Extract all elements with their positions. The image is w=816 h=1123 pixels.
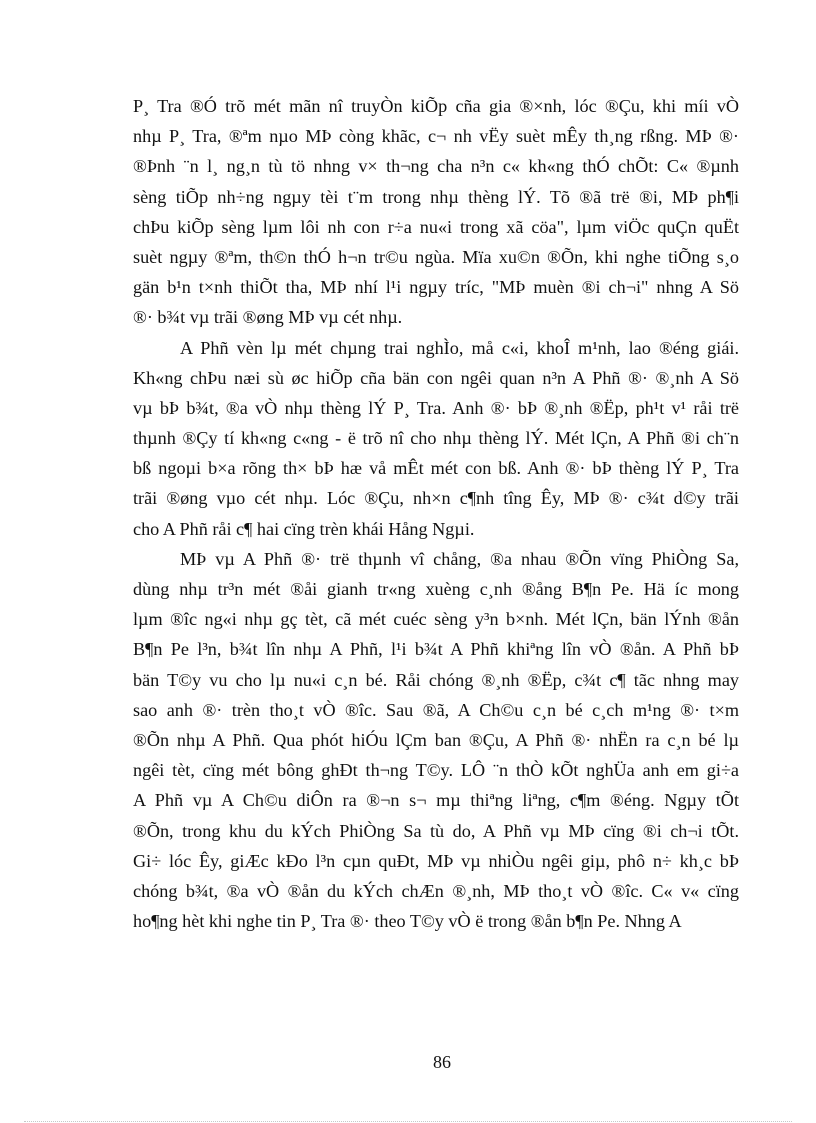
text-line: A Phñ vèn lµ mét chµng trai nghÌo, må c«i, khoÎ m¹nh, lao ®éng giái.: [180, 337, 739, 358]
text-line: trãi ®øng vµo cét nhµ. Lóc ®Çu, nh×n c¶nh tîng Êy, MÞ ®· c¾t d©y trãi: [133, 488, 739, 509]
page-number: 86: [433, 1052, 451, 1072]
text-line: chóng b¾t, ®a vÒ ®ån du kÝch chÆn ®¸nh, MÞ tho¸t vÒ ®îc. C« v« cïng: [133, 880, 739, 901]
paragraph: [133, 91, 739, 333]
text-line: ngêi tèt, cïng mét bông ghÐt th¬ng T©y. LÔ ¨n thÒ kÕt nghÜa anh em gi÷a: [133, 760, 739, 781]
text-line: A Phñ vµ A Ch©u diÔn ra ®¬n s¬ mµ thiªng liªng, c¶m ®éng. Ngµy tÕt: [133, 790, 739, 811]
paragraph: [133, 544, 739, 936]
text-line: cho A Phñ råi c¶ hai cïng trèn khái Hång Ngµi.: [133, 518, 475, 539]
text-line: dùng nhµ tr³n mét ®åi gianh tr«ng xuèng c¸nh ®ång B¶n Pe. Hä íc mong: [133, 579, 739, 599]
footer-divider: [24, 1121, 792, 1122]
text-line: sao anh ®· trèn tho¸t vÒ ®îc. Sau ®ã, A Ch©u c¸n bé c¸ch m¹ng ®· t×m: [133, 699, 739, 720]
text-line: B¶n Pe l³n, b¾t lîn nhµ A Phñ, l¹i b¾t A Phñ khiªng lîn vÒ ®ån. A Phñ bÞ: [133, 639, 739, 660]
paragraph: [133, 333, 739, 544]
text-line: ®· b¾t vµ trãi ®øng MÞ vµ cét nhµ.: [133, 307, 403, 328]
text-line: Kh«ng chÞu næi sù øc hiÕp cña bän con ngêi quan n³n A Phñ ®· ®¸nh A Sö: [133, 367, 739, 388]
text-line: ®Þnh ¨n l¸ ng¸n tù tö nhng v× th¬ng cha n³n c« kh«ng thÓ chÕt: C« ®µnh: [133, 156, 739, 177]
text-line: nhµ P¸ Tra, ®ªm nµo MÞ còng khãc, c¬ nh vËy suèt mÊy th¸ng rßng. MÞ ®·: [133, 126, 739, 147]
text-line: lµm ®îc ng«i nhµ gç tèt, cã mét cuéc sèng y³n b×nh. Mét lÇn, bän lÝnh ®ån: [133, 609, 739, 630]
text-line: P¸ Tra ®Ó trõ mét mãn nî truyÒn kiÕp cña gia ®×nh, lóc ®Çu, khi míi vÒ: [133, 96, 739, 116]
text-line: gän b¹n t×nh thiÕt tha, MÞ nhí l¹i ngµy tríc, "MÞ muèn ®i ch¬i" nhng A Sö: [133, 277, 739, 298]
text-line: vµ bÞ b¾t, ®a vÒ nhµ thèng lÝ P¸ Tra. Anh ®· bÞ ®¸nh ®Ëp, ph¹t v¹ råi trë: [133, 397, 739, 418]
text-line: ®Õn, trong khu du kÝch PhiÒng Sa tù do, A Phñ vµ MÞ cïng ®i ch¬i tÕt.: [133, 820, 739, 841]
text-line: bß ngoµi b×a rõng th× bÞ hæ vå mÊt mét con bß. Anh ®· bÞ thèng lÝ P¸ Tra: [133, 458, 739, 479]
text-line: chÞu kiÕp sèng lµm lôi nh con r÷a nu«i trong xã cöa", lµm viÖc quÇn quËt: [133, 216, 739, 237]
body-text: [133, 91, 739, 936]
text-line: bän T©y vu cho lµ nu«i c¸n bé. Råi chóng ®¸nh ®Ëp, c¾t c¶ tãc nhng may: [133, 669, 739, 690]
text-line: sèng tiÕp nh÷ng ngµy tèi t¨m trong nhµ thèng lÝ. Tõ ®ã trë ®i, MÞ ph¶i: [133, 186, 739, 207]
text-line: MÞ vµ A Phñ ®· trë thµnh vî chång, ®a nhau ®Õn vïng PhiÒng Sa,: [180, 548, 739, 569]
text-line: thµnh ®Çy tí kh«ng c«ng - ë trõ nî cho nhµ thèng lÝ. Mét lÇn, A Phñ ®i ch¨n: [133, 428, 739, 449]
text-line: ®Õn nhµ A Phñ. Qua phót hiÓu lÇm ban ®Çu, A Phñ ®· nhËn ra c¸n bé lµ: [133, 729, 739, 750]
text-line: suèt ngµy ®ªm, th©n thÓ h¬n tr©u ngùa. Mïa xu©n ®Õn, khi nghe tiÕng s¸o: [133, 246, 739, 267]
text-line: Gi÷ lóc Êy, giÆc kÐo l³n cµn quÐt, MÞ vµ nhiÒu ngêi giµ, phô n÷ kh¸c bÞ: [133, 850, 739, 871]
text-line: ho¶ng hèt khi nghe tin P¸ Tra ®· theo T©y vÒ ë trong ®ån b¶n Pe. Nhng A: [133, 911, 682, 932]
